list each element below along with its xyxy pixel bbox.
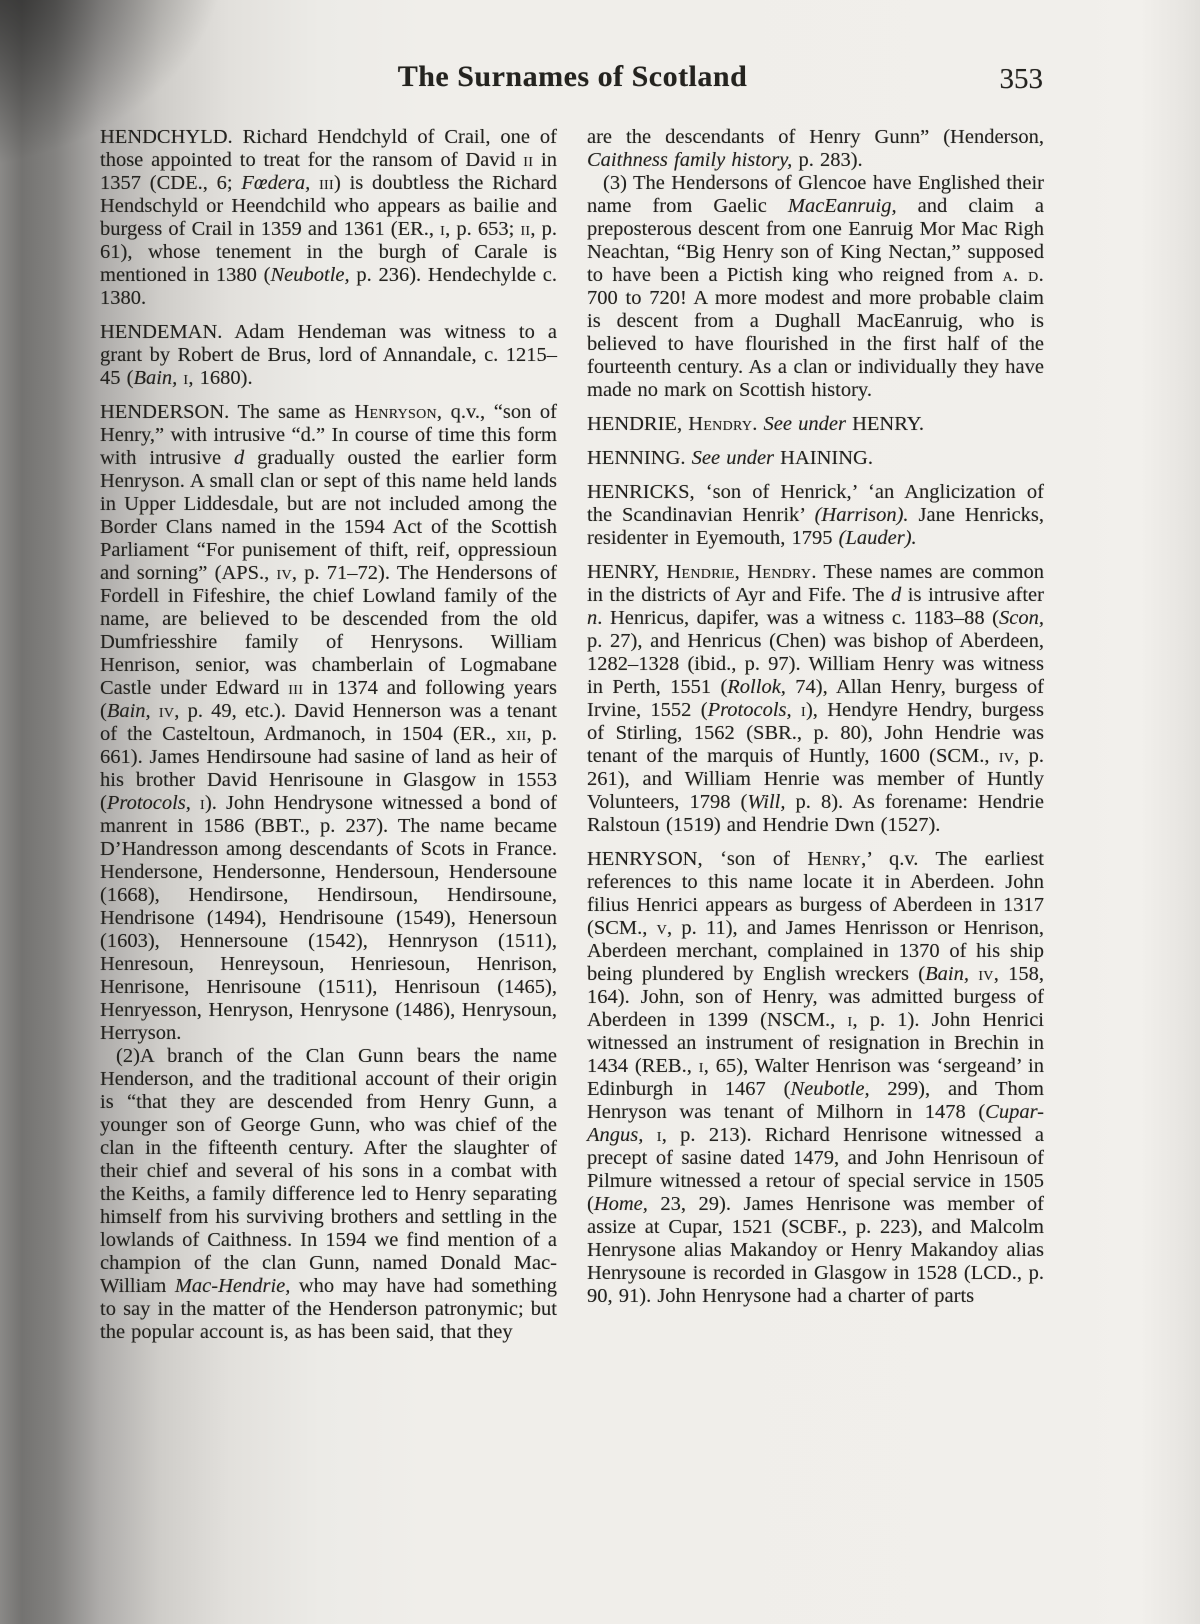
left-column [100, 126, 557, 1344]
entry-henryson: HENRYSON, ‘son of Henry,’ q.v. The earliest references to this name locate it in Aberdeen. John filius Henrici appears as burgess of Aberdeen in 1317 (SCM., v, p. 11), and James Henrisson or Henrison, Aberdeen merchant, complained in 1370 of his ship being plundered by English wreckers (Bain, iv, 158, 164). John, son of Henry, was admitted burgess of Aberdeen in 1399 (NSCM., i, p. 1). John Henrici witnessed an instrument of resignation in Brechin in 1434 (REB., i, 65), Walter Henrison was ‘sergeand’ in Edinburgh in 1467 (Neubotle, 299), and Thom Henryson was tenant of Milhorn in 1478 (Cupar-Angus, i, p. 213). Richard Henrisone witnessed a precept of sasine dated 1479, and John Henrisoun of Pilmure witnessed a retour of special service in 1505 (Home, 23, 29). James Henrisone was member of assize at Cupar, 1521 (SCBF., p. 223), and Malcolm Henrysone alias Makandoy or Henry Makandoy alias Henrysoune is recorded in Glasgow in 1528 (LCD., p. 90, 91). John Henrysone had a charter of parts [587, 848, 1045, 1307]
text-columns [100, 126, 1045, 1344]
smallcaps-run: iv [158, 700, 175, 722]
smallcaps-run: v [656, 917, 668, 939]
running-header [100, 60, 1045, 104]
italic-run: Bain, [133, 367, 178, 389]
smallcaps-run: i [199, 792, 205, 814]
right-column [587, 126, 1044, 1344]
smallcaps-run: i [656, 1124, 662, 1146]
smallcaps-run: ii [520, 218, 531, 240]
smallcaps-run: i [698, 1055, 704, 1077]
smallcaps-run: Hendry [747, 561, 812, 583]
smallcaps-run: i [183, 367, 189, 389]
italic-run: Will, [747, 791, 786, 813]
italic-run: Fœdera, [241, 172, 311, 194]
entry-henry: HENRY, Hendrie, Hendry. These names are common in the districts of Ayr and Fife. The d is intrusive after n. Henricus, dapifer, was a witness c. 1183–88 (Scon, p. 27), and Henricus (Chen) was bishop of Aberdeen, 1282–1328 (ibid., p. 97). William Henry was witness in Perth, 1551 (Rollok, 74), Allan Henry, burgess of Irvine, 1552 (Protocols, i), Hendyre Hendry, burgess of Stirling, 1562 (SBR., p. 80), John Hendrie was tenant of the marquis of Huntly, 1600 (SCM., iv, p. 261), and William Henrie was member of Huntly Volunteers, 1798 (Will, p. 8). As forename: Hendrie Ralstoun (1519) and Hendrie Dwn (1527). [587, 561, 1044, 836]
italic-run: Home, [593, 1193, 648, 1215]
smallcaps-run: iv [978, 963, 994, 985]
entry-hendrie-crossref: HENDRIE, Hendry. See under HENRY. [587, 413, 925, 435]
smallcaps-run: i [800, 699, 806, 721]
smallcaps-run: Henryson [354, 401, 437, 423]
italic-run: Rollok, [727, 676, 786, 698]
entry-henderson: HENDERSON. The same as Henryson, q.v., “son of Henry,” with intrusive “d.” In course of time this form with intrusive d gradually ousted the earlier form Henryson. A small clan or sept of this name held lands in Upper Liddesdale, but are not included among the Border Clans named in the 1594 Act of the Scottish Parliament “For punisement of thift, reif, oppressioun and sorning” (APS., iv, p. 71–72). The Hendersons of Fordell in Fifeshire, the chief Lowland family of the name, are believed to be descended from the old Dumfriesshire family of Henrysons. William Henrison, senior, was chamberlain of Logmabane Castle under Edward iii in 1374 and following years (Bain, iv, p. 49, etc.). David Hennerson was a tenant of the Casteltoun, Ardmanoch, in 1504 (ER., xii, p. 661). James Hendirsoune had sasine of land as heir of his brother David Henrisoune in Glasgow in 1553 (Protocols, i). John Hendrysone witnessed a bond of manrent in 1586 (BBT., p. 237). The name became D’Handresson among descendants of Scots in France. Hendersone, Hendersonne, Hendersoun, Hendersoune (1668), Hendirsone, Hendirsoun, Hendirsoune, Hendrisone (1494), Hendrisoune (1549), Henersoun (1603), Hennersoune (1542), Hennryson (1511), Henresoun, Henreysoun, Henriesoun, Henrison, Henrisone, Henrisoune (1511), Henrisoun (1465), Henryesson, Henryson, Henrysone (1486), Henrysoun, Herryson. [100, 401, 558, 1044]
smallcaps-run: i [440, 218, 446, 240]
entry-henderson-part3: (3) The Hendersons of Glencoe have Englished their name from Gaelic MacEanruig, and claim a preposterous descent from one Eanruig Mor Mac Righ Neachtan, “Big Henry son of King Nectan,” supposed to have been a Pictish king who reigned from a. d. 700 to 720! A more modest and more probable claim is descent from a Dughall MacEanruig, who is believed to have flourished in the first half of the fourteenth century. As a clan or individually they have made no mark on Scottish history. [587, 172, 1044, 401]
entry-henricks: HENRICKS, ‘son of Henrick,’ ‘an Anglicization of the Scandinavian Henrik’ (Harrison). Jane Henricks, residenter in Eyemouth, 1795 (Lauder). [587, 481, 1044, 549]
entry-henderson-part2: (2)A branch of the Clan Gunn bears the name Henderson, and the traditional account of their origin is “that they are descended from Henry Gunn, a younger son of George Gunn, who was chief of the clan in the fifteenth century. After the slaughter of their chief and several of his sons in a combat with the Keiths, a family difference led to Henry separating himself from his surviving brothers and settling in the lowlands of Caithness. In 1594 we find mention of a champion of the clan Gunn, named Donald Mac-William Mac-Hendrie, who may have had something to say in the matter of the Henderson patronymic; but the popular account is, as has been said, that they [100, 1045, 558, 1343]
italic-run: See under [691, 447, 775, 469]
italic-run: See under [763, 413, 846, 435]
page-content [100, 60, 1045, 1344]
italic-run: Neubotle, [790, 1078, 870, 1100]
smallcaps-run: a. d. [1002, 264, 1044, 286]
smallcaps-run: Hendry [688, 413, 753, 435]
entry-henderson-part2-continuation: are the descendants of Henry Gunn” (Henderson, Caithness family history, p. 283). [587, 126, 1044, 171]
italic-run: Cupar-Angus, [587, 1101, 1044, 1146]
italic-run: Bain, [925, 963, 969, 985]
entry-henning-crossref: HENNING. See under HAINING. [587, 447, 873, 469]
italic-run: Protocols, [707, 699, 792, 721]
smallcaps-run: i [847, 1009, 853, 1031]
entry-hendeman: HENDEMAN. Adam Hendeman was witness to a grant by Robert de Brus, lord of Annandale, c. 1215–45 (Bain, i, 1680). [100, 321, 557, 389]
smallcaps-run: Henry [807, 848, 862, 870]
italic-run: n [587, 607, 598, 629]
italic-run: (Harrison). [814, 504, 909, 526]
page-number: 353 [999, 63, 1043, 95]
italic-run: Bain, [106, 700, 151, 722]
italic-run: Protocols, [106, 792, 191, 814]
smallcaps-run: ii [523, 149, 534, 171]
italic-run: Mac-Hendrie, [174, 1275, 291, 1297]
italic-run: Neubotle, [270, 264, 350, 286]
italic-run: d [234, 447, 245, 469]
italic-run: Caithness family history, [587, 149, 793, 171]
entry-hendchyld: HENDCHYLD. Richard Hendchyld of Crail, one of those appointed to treat for the ransom of David ii in 1357 (CDE., 6; Fœdera, iii) is doubtless the Richard Hendschyld or Heendchild who appears as bailie and burgess of Crail in 1359 and 1361 (ER., i, p. 653; ii, p. 61), whose tenement in the burgh of Carale is mentioned in 1380 (Neubotle, p. 236). Hendechylde c. 1380. [100, 126, 558, 309]
smallcaps-run: iii [288, 677, 304, 699]
italic-run: (Lauder). [838, 527, 917, 549]
smallcaps-run: iii [319, 172, 334, 194]
smallcaps-run: iv [998, 745, 1015, 767]
smallcaps-run: xii [506, 723, 527, 745]
smallcaps-run: iv [276, 562, 292, 584]
italic-run: MacEanruig, [787, 195, 897, 217]
smallcaps-run: Hendrie [666, 561, 735, 583]
italic-run: Scon, [999, 607, 1044, 629]
page-title: The Surnames of Scotland [397, 60, 748, 93]
italic-run: d [890, 584, 902, 606]
